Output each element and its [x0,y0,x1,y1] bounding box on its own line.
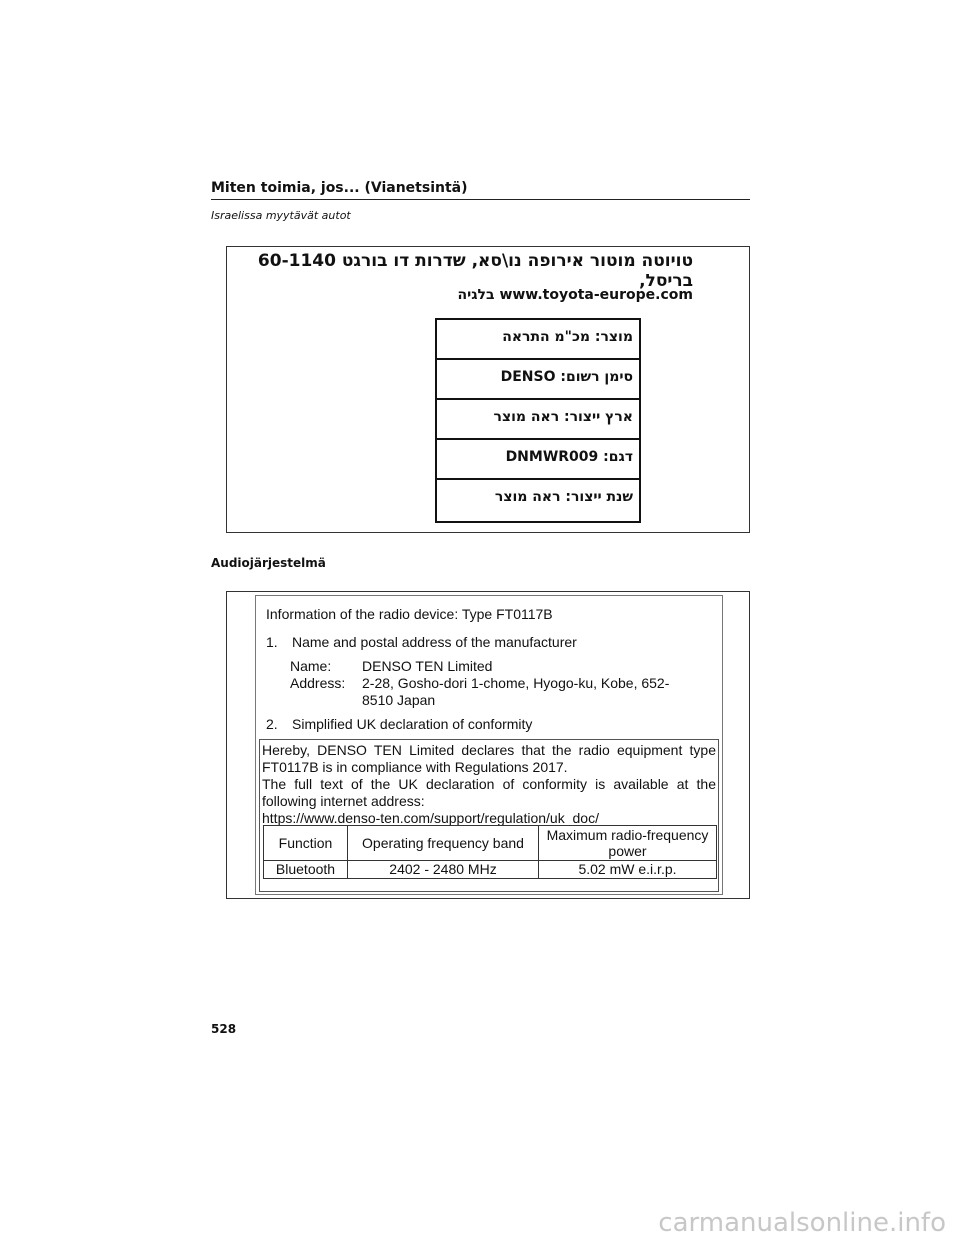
table-row [264,861,717,879]
israel-importer-website: www.toyota-europe.com בלגיה [457,287,693,303]
declaration-paragraph: Hereby, DENSO TEN Limited declares that the radio equipment type FT0117B is in compliance with Regulations 2017. [262,742,716,775]
watermark: carmanualsonline.info [658,1208,946,1238]
item-label: Name and postal address of the manufacturer [292,634,577,650]
israel-row-model: דגם: DNMWR009 [437,440,639,480]
frequency-table [263,825,717,879]
radio-device-title: Information of the radio device: Type FT0117B [266,606,553,622]
manufacturer-address [290,675,682,709]
israel-importer-address: טויוטה מוטור אירופה נו\סא, שדרות דו בורגט 60-1140 בריסל, [257,251,693,291]
table-header-cell: Operating frequency band [348,826,539,861]
table-cell: 2402 - 2480 MHz [348,861,539,879]
table-header-cell: Maximum radio-frequency power [539,826,717,861]
audio-declaration-panel [255,595,723,895]
israel-row-product: מוצר: מכ"מ התראה [437,320,639,360]
item-number: 2. [266,716,278,732]
name-key: Name: [290,658,332,674]
address-key: Address: [290,675,346,691]
address-value: 2-28, Gosho-dori 1-chome, Hyogo-ku, Kobe, 652-8510 Japan [362,675,670,708]
declaration-heading [266,716,532,732]
declaration-availability: The full text of the UK declaration of conformity is available at the following internet address: [262,776,716,809]
israel-row-year: שנת ייצור: ראה מוצר [494,489,633,505]
table-header-cell: Function [264,826,348,861]
name-value: DENSO TEN Limited [362,658,493,674]
audio-heading: Audiojärjestelmä [211,556,326,570]
israel-label-box [226,246,750,533]
table-cell: 5.02 mW e.i.r.p. [539,861,717,879]
manufacturer-name [290,658,682,675]
israel-row-trademark: סימן רשום: DENSO [437,360,639,400]
section-title: Miten toimia, jos... (Vianetsintä) [211,180,468,196]
table-cell: Bluetooth [264,861,348,879]
subsection-title: Israelissa myytävät autot [211,209,351,222]
israel-product-table [435,318,641,523]
declaration-url: https://www.denso-ten.com/support/regulation/uk_doc/ [262,810,599,826]
table-header-row [264,826,717,861]
section-divider [211,199,750,200]
item-label: Simplified UK declaration of conformity [292,716,533,732]
item-number: 1. [266,634,278,650]
israel-row-country: ארץ ייצור: ראה מוצר [437,400,639,440]
manufacturer-heading [266,634,577,650]
page-number: 528 [211,1022,237,1036]
declaration-box [259,739,719,892]
audio-declaration-box [226,591,750,899]
